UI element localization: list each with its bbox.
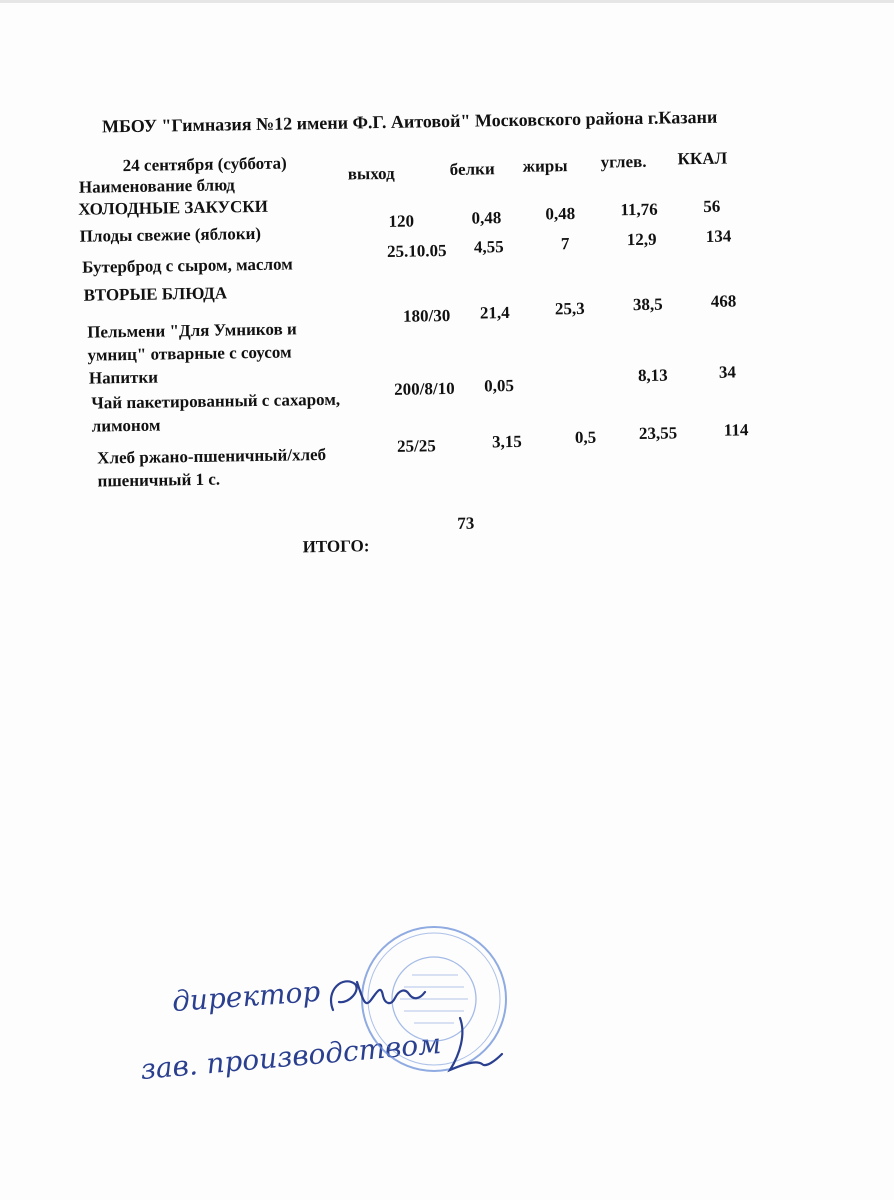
row-1-name: Плоды свежие (яблоки) [79, 223, 262, 246]
header-carbs: углев. [600, 151, 647, 172]
row-3-carbs: 38,5 [632, 294, 663, 315]
row-2-carbs: 12,9 [626, 229, 657, 250]
row-2-kcal: 134 [705, 226, 732, 246]
row-4-name: Чай пакетированный с сахаром, лимоном [91, 389, 341, 436]
row-3-name: Пельмени "Для Умников и умниц" отварные с соусом [87, 319, 297, 365]
production-label: зав. производством [139, 1026, 443, 1087]
row-1-kcal: 56 [703, 196, 721, 216]
header-fats: жиры [522, 156, 568, 176]
date-label: 24 сентября (суббота) [122, 153, 287, 176]
school-title: МБОУ "Гимназия №12 имени Ф.Г. Аитовой" Московского района г.Казани [101, 106, 718, 137]
row-1-proteins: 0,48 [471, 208, 502, 228]
director-signature-icon [325, 970, 435, 1030]
section-cold: ХОЛОДНЫЕ ЗАКУСКИ [78, 196, 269, 219]
row-2-output: 25.10.05 [386, 241, 447, 261]
row-5-proteins: 3,15 [491, 431, 522, 452]
row-3-kcal: 468 [710, 291, 737, 311]
row-5-fats: 0,5 [574, 427, 597, 448]
header-kcal: ККАЛ [677, 148, 728, 169]
row-4-carbs: 8,13 [637, 365, 668, 386]
row-4-output: 200/8/10 [394, 378, 455, 399]
row-1-output: 120 [388, 211, 415, 231]
row-3-fats: 25,3 [554, 298, 585, 319]
row-3-proteins: 21,4 [479, 303, 510, 323]
header-proteins: белки [449, 159, 495, 179]
director-label: директор [171, 974, 322, 1019]
row-5-carbs: 23,55 [638, 423, 678, 444]
header-output: выход [347, 163, 395, 184]
row-5-output: 25/25 [396, 436, 436, 456]
row-4-kcal: 34 [718, 362, 737, 382]
row-4-proteins: 0,05 [483, 375, 515, 396]
row-2-proteins: 4,55 [473, 237, 504, 257]
header-name: Наименование блюд [78, 175, 235, 197]
row-1-fats: 0,48 [545, 203, 576, 224]
section-drinks: Напитки [88, 367, 159, 388]
total-value: 73 [457, 513, 475, 533]
row-1-carbs: 11,76 [620, 199, 658, 220]
row-5-name: Хлеб ржано-пшеничный/хлеб пшеничный 1 с. [97, 444, 327, 491]
total-label: ИТОГО: [302, 536, 370, 557]
row-5-kcal: 114 [723, 420, 749, 440]
row-3-output: 180/30 [402, 305, 451, 326]
production-signature-icon [440, 1010, 520, 1090]
section-second: ВТОРЫЕ БЛЮДА [83, 283, 228, 305]
row-2-fats: 7 [560, 234, 570, 254]
row-2-name: Бутерброд с сыром, маслом [82, 254, 293, 277]
